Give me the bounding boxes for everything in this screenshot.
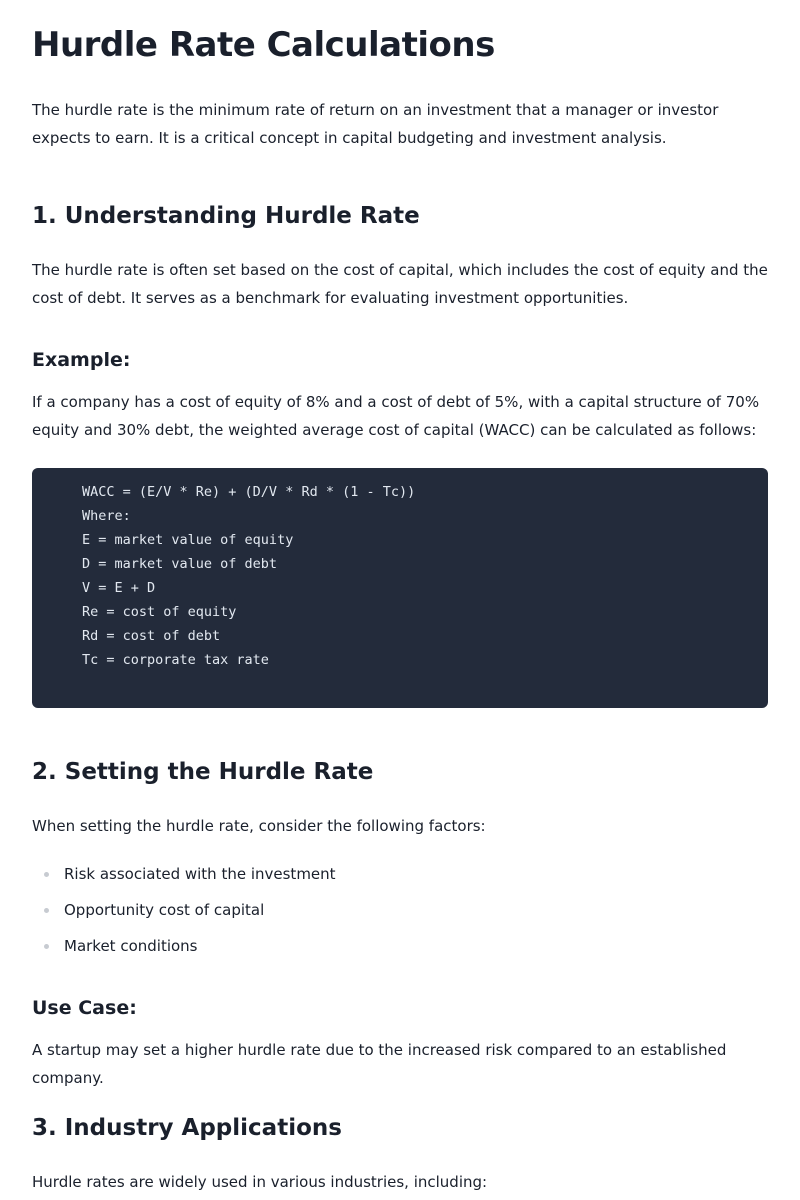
intro-paragraph: The hurdle rate is the minimum rate of return on an investment that a manager or investor expects to earn. It is a critical concept in capital budgeting and investment analysis. [32, 101, 719, 147]
code-line: D = market value of debt [82, 556, 278, 572]
code-line: Re = cost of equity [82, 604, 237, 620]
code-line: Rd = cost of debt [82, 628, 221, 644]
section-1-heading: 1. Understanding Hurdle Rate [32, 203, 420, 229]
section-2-paragraph: When setting the hurdle rate, consider the following factors: [32, 817, 486, 835]
example-heading: Example: [32, 349, 131, 371]
code-block [32, 468, 768, 708]
section-1-paragraph: The hurdle rate is often set based on the cost of capital, which includes the cost of equity and the cost of debt. It serves as a benchmark for evaluating investment opportunities. [32, 261, 768, 307]
list-item: Market conditions [32, 928, 732, 964]
code-line: V = E + D [82, 580, 156, 596]
section-2-heading: 2. Setting the Hurdle Rate [32, 759, 374, 785]
example-paragraph: If a company has a cost of equity of 8% and a cost of debt of 5%, with a capital structure of 70% equity and 30% debt, the weighted average cost of capital (WACC) can be calculated as follows: [32, 393, 760, 439]
list-item: Opportunity cost of capital [32, 892, 732, 928]
section-3-paragraph: Hurdle rates are widely used in various industries, including: [32, 1173, 488, 1191]
usecase-heading: Use Case: [32, 997, 137, 1019]
list-item: Risk associated with the investment [32, 856, 732, 892]
factors-list [32, 856, 732, 964]
code-line: Tc = corporate tax rate [82, 652, 269, 668]
code-line: E = market value of equity [82, 532, 294, 548]
usecase-paragraph: A startup may set a higher hurdle rate due to the increased risk compared to an established company. [32, 1041, 727, 1087]
section-3-heading: 3. Industry Applications [32, 1115, 342, 1141]
page-title: Hurdle Rate Calculations [32, 25, 495, 65]
code-line: WACC = (E/V * Re) + (D/V * Rd * (1 - Tc)) [82, 484, 416, 500]
code-lines [82, 480, 415, 672]
code-line: Where: [82, 508, 131, 524]
